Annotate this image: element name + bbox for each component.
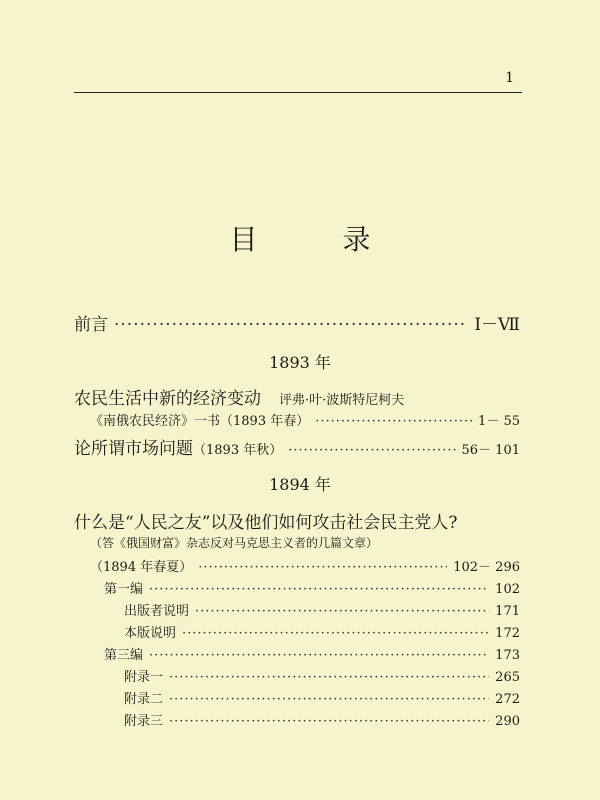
toc-subentry[interactable] <box>124 600 520 619</box>
toc-subentry-label: 出版者说明 <box>124 604 190 619</box>
toc-subentry[interactable] <box>124 666 520 685</box>
toc-entry-date: （1893 年秋） <box>193 443 283 458</box>
toc-subentry-page: 290 <box>495 714 520 729</box>
toc-subentry-page: 173 <box>495 648 520 663</box>
toc-subentry[interactable] <box>124 622 520 641</box>
dot-leader <box>149 582 489 597</box>
dot-leader <box>169 714 489 729</box>
page-title: 目 录 <box>229 223 409 256</box>
toc-subentry[interactable] <box>124 710 520 729</box>
dot-leader <box>315 414 472 429</box>
toc-entry-economic-changes[interactable] <box>74 384 404 409</box>
toc-subentry-page: 171 <box>495 604 520 619</box>
toc-page-range: 56－ 101 <box>461 443 520 458</box>
toc-subentry[interactable] <box>104 578 520 597</box>
toc-subentry-label: 本版说明 <box>124 626 177 641</box>
dot-leader <box>198 560 447 575</box>
toc-entry-market-question[interactable] <box>74 434 520 459</box>
dot-leader <box>169 692 489 707</box>
toc-entry-label: 前言 <box>74 315 108 335</box>
toc-subentry-page: 172 <box>495 626 520 641</box>
toc-subentry[interactable] <box>124 688 520 707</box>
toc-entry-friends-of-people[interactable]: 什么是“人民之友”以及他们如何攻击社会民主党人? <box>74 513 458 533</box>
toc-entry-economic-changes-line2[interactable] <box>90 410 520 429</box>
dot-leader <box>288 443 455 458</box>
toc-subentry-label: 第三编 <box>104 648 144 663</box>
toc-subentry[interactable] <box>104 644 520 663</box>
dot-leader <box>114 315 468 335</box>
dot-leader <box>149 648 489 663</box>
toc-subentry-label: 附录一 <box>124 670 164 685</box>
toc-subentry-label: 第一编 <box>104 582 144 597</box>
toc-subentry-page: 272 <box>495 692 520 707</box>
dot-leader <box>169 670 489 685</box>
year-heading-1894: 1894 年 <box>269 475 331 494</box>
toc-page-range: 102－ 296 <box>453 560 520 575</box>
toc-page-range: Ⅰ－Ⅶ <box>474 315 520 335</box>
toc-page-range: 1－ 55 <box>478 414 520 429</box>
toc-entry-title: 论所谓市场问题 <box>74 439 193 459</box>
year-heading-1893: 1893 年 <box>269 353 331 372</box>
toc-subentry-label: 附录二 <box>124 692 164 707</box>
toc-entry-preface[interactable] <box>74 310 520 335</box>
dot-leader <box>182 626 489 641</box>
toc-entry-subtitle: 评弗·叶·波斯特尼柯夫 <box>279 393 405 408</box>
toc-subentry-page: 265 <box>495 670 520 685</box>
page-number: 1 <box>505 70 514 86</box>
toc-entry-title: 农民生活中新的经济变动 <box>74 389 261 409</box>
toc-subentry-label: 附录三 <box>124 714 164 729</box>
toc-entry-friends-of-people-pages[interactable] <box>90 556 520 575</box>
header-rule <box>74 92 522 93</box>
toc-entry-book-title: 《南俄农民经济》一书（1893 年春） <box>90 414 310 429</box>
toc-subentry-page: 102 <box>495 582 520 597</box>
toc-entry-date: （1894 年春夏） <box>90 560 193 575</box>
toc-entry-subtitle: （答《俄国财富》杂志反对马克思主义者的几篇文章） <box>90 536 379 550</box>
dot-leader <box>195 604 489 619</box>
